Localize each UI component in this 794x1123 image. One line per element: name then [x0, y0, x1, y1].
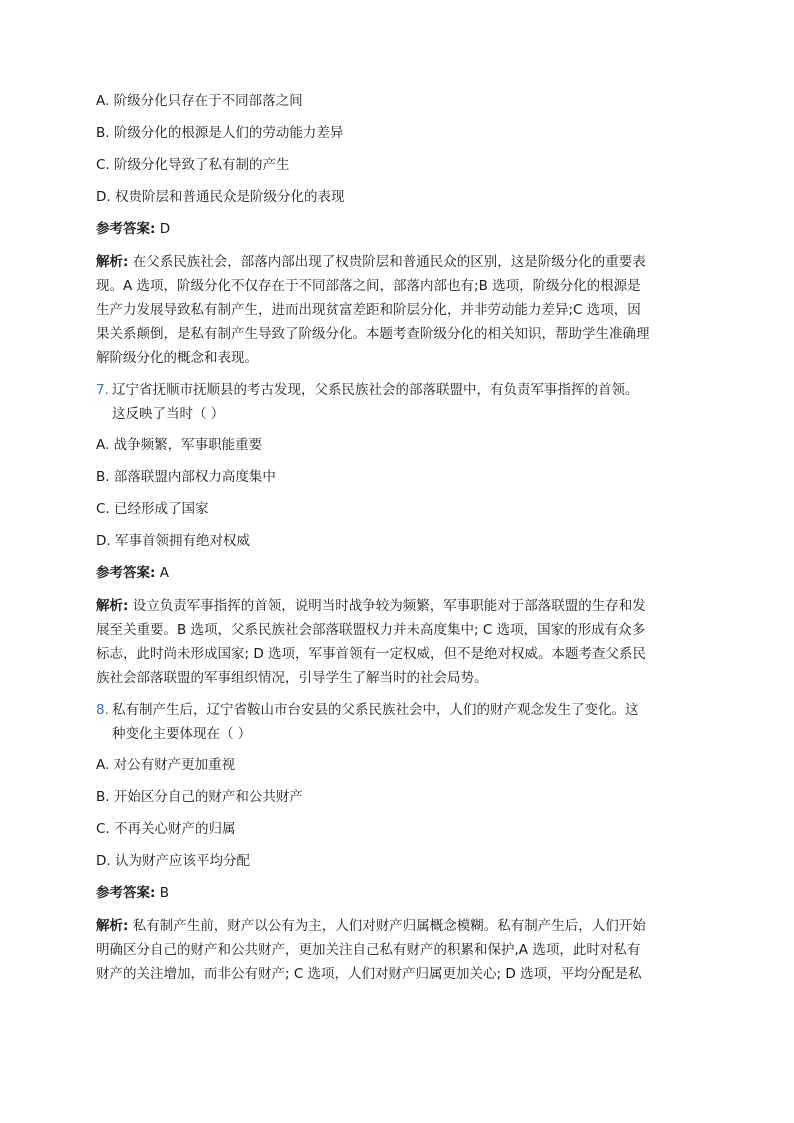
- option-d: D. 权贵阶层和普通民众是阶级分化的表现: [96, 189, 345, 205]
- answer-value: D: [159, 221, 171, 237]
- analysis-line: 明确区分自己的财产和公共财产，更加关注自己私有财产的积累和保护,A 选项，此时对私有: [96, 942, 641, 958]
- answer-label: 参考答案:: [96, 885, 156, 901]
- answer-value: B: [159, 885, 169, 901]
- analysis: [96, 594, 702, 690]
- answer-value: A: [159, 565, 169, 581]
- option-b: B. 阶级分化的根源是人们的劳动能力差异: [96, 125, 344, 141]
- analysis-line: 解阶级分化的概念和表现。: [96, 350, 258, 366]
- question-7: [96, 378, 702, 426]
- option-a: A. 阶级分化只存在于不同部落之间: [96, 93, 303, 109]
- analysis-label: 解析:: [96, 918, 129, 934]
- option-a: A. 战争频繁，军事职能重要: [96, 437, 263, 453]
- option-c: C. 阶级分化导致了私有制的产生: [96, 157, 290, 173]
- option-a: A. 对公有财产更加重视: [96, 757, 236, 773]
- question-text: 私有制产生后，辽宁省鞍山市台安县的父系民族社会中，人们的财产观念发生了变化。这 种变化主要体现在（ ）: [112, 702, 639, 742]
- analysis-line: 解析: 私有制产生前，财产以公有为主，人们对财产归属概念模糊。私有制产生后，人们开始: [96, 918, 646, 934]
- analysis: [96, 914, 702, 986]
- reference-answer: [96, 562, 702, 585]
- answer-label: 参考答案:: [96, 565, 156, 581]
- analysis: [96, 250, 702, 370]
- analysis-line: 生产力发展导致私有制产生，进而出现贫富差距和阶层分化，并非劳动能力差异;C 选项，因: [96, 302, 641, 318]
- reference-answer: [96, 218, 702, 241]
- analysis-line: 解析: 在父系民族社会，部落内部出现了权贵阶层和普通民众的区别，这是阶级分化的重要表: [96, 254, 646, 270]
- reference-answer: [96, 882, 702, 905]
- analysis-line: 果关系颠倒，是私有制产生导致了阶级分化。本题考查阶级分化的相关知识，帮助学生准确理: [96, 326, 650, 342]
- question-text: 辽宁省抚顺市抚顺县的考古发现，父系民族社会的部落联盟中，有负责军事指挥的首领。 这反映了当时（ ）: [112, 382, 639, 422]
- question-number: 7.: [96, 382, 109, 398]
- analysis-label: 解析:: [96, 598, 129, 614]
- analysis-line: 标志，此时尚未形成国家; D 选项，军事首领有一定权威，但不是绝对权威。本题考查父系民: [96, 646, 647, 662]
- option-b: B. 部落联盟内部权力高度集中: [96, 469, 276, 485]
- option-d: D. 认为财产应该平均分配: [96, 853, 250, 869]
- analysis-line: 财产的关注增加，而非公有财产; C 选项，人们对财产归属更加关心; D 选项，平均分配是私: [96, 966, 642, 982]
- question-8: [96, 698, 702, 746]
- analysis-line: 展至关重要。B 选项，父系民族社会部落联盟权力并未高度集中; C 选项，国家的形成有众多: [96, 622, 646, 638]
- analysis-line: 族社会部落联盟的军事组织情况，引导学生了解当时的社会局势。: [96, 670, 488, 686]
- document-content: [96, 90, 702, 994]
- analysis-line: 现。A 选项，阶级分化不仅存在于不同部落之间，部落内部也有;B 选项，阶级分化的根源是: [96, 278, 641, 294]
- option-b: B. 开始区分自己的财产和公共财产: [96, 789, 303, 805]
- question-number: 8.: [96, 702, 109, 718]
- option-d: D. 军事首领拥有绝对权威: [96, 533, 250, 549]
- analysis-label: 解析:: [96, 254, 129, 270]
- answer-label: 参考答案:: [96, 221, 156, 237]
- analysis-line: 解析: 设立负责军事指挥的首领，说明当时战争较为频繁，军事职能对于部落联盟的生存和发: [96, 598, 646, 614]
- option-c: C. 已经形成了国家: [96, 501, 209, 517]
- option-c: C. 不再关心财产的归属: [96, 821, 236, 837]
